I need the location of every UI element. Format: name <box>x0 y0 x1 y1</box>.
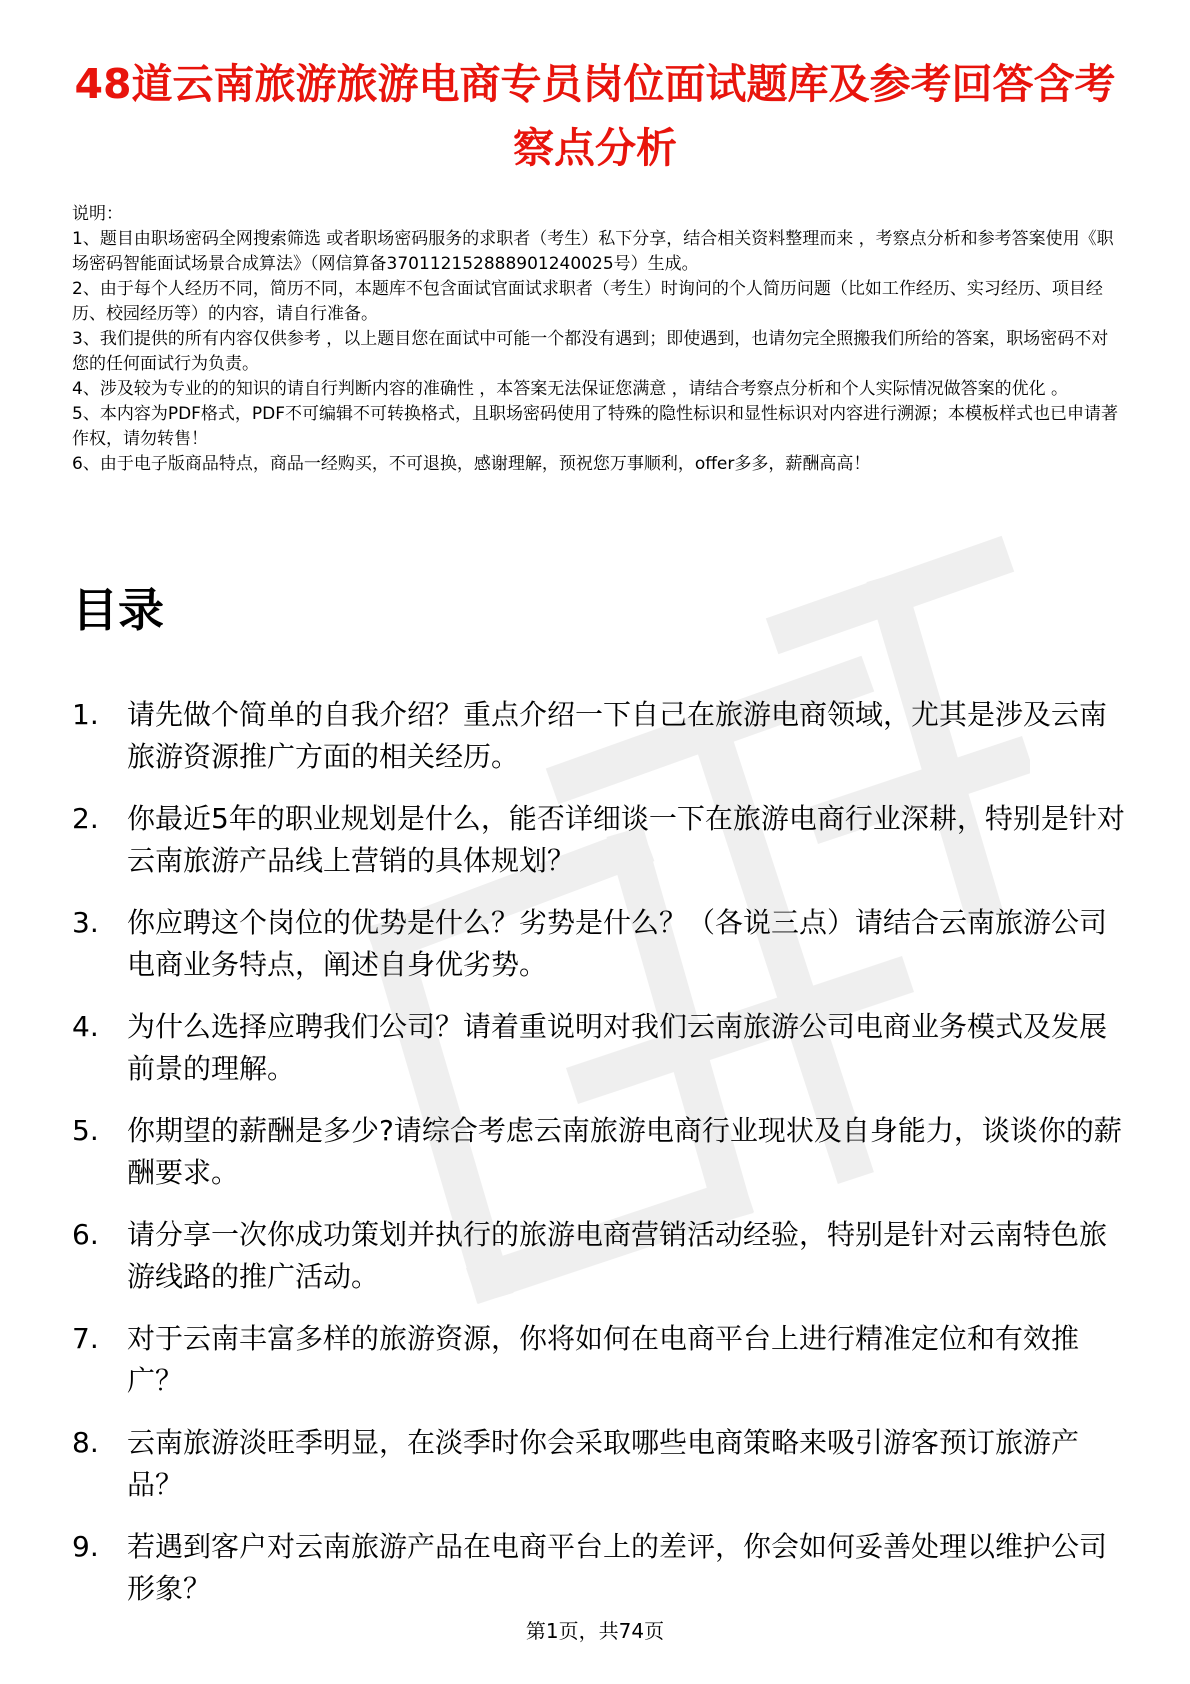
toc-item-text: 云南旅游淡旺季明显，在淡季时你会采取哪些电商策略来吸引游客预订旅游产品？ <box>127 1426 1080 1501</box>
toc-item-number: 6. <box>72 1218 99 1251</box>
note-item: 3、我们提供的所有内容仅供参考 ，以上题目您在面试中可能一个都没有遇到；即使遇到，也请勿完全照搬我们所给的答案，职场密码不对您的任何面试行为负责。 <box>72 329 1109 374</box>
toc-item[interactable] <box>72 902 1132 986</box>
toc-item-text: 为什么选择应聘我们公司？请着重说明对我们云南旅游公司电商业务模式及发展前景的理解。 <box>127 1010 1108 1085</box>
toc-item-text: 你应聘这个岗位的优势是什么？劣势是什么？（各说三点）请结合云南旅游公司电商业务特点，阐述自身优劣势。 <box>127 906 1108 981</box>
toc-item[interactable] <box>72 1006 1132 1090</box>
toc-item-number: 9. <box>72 1530 99 1563</box>
note-item: 1、题目由职场密码全网搜索筛选 或者职场密码服务的求职者（考生）私下分享，结合相关资料整理而来 ，考察点分析和参考答案使用《职场密码智能面试场景合成算法》（网信算备370112152888901240025号）生成。 <box>72 229 1114 274</box>
page-footer: 第1页，共74页 <box>525 1619 665 1643</box>
toc-item[interactable] <box>72 1526 1132 1610</box>
note-item: 6、由于电子版商品特点，商品一经购买，不可退换，感谢理解，预祝您万事顺利，offer多多，薪酬高高！ <box>72 454 871 474</box>
toc-item[interactable] <box>72 1318 1132 1402</box>
toc-item[interactable] <box>72 798 1132 882</box>
toc-item-number: 8. <box>72 1426 99 1459</box>
note-item: 5、本内容为PDF格式，PDF不可编辑不可转换格式，且职场密码使用了特殊的隐性标识和显性标识对内容进行溯源；本模板样式也已申请著作权，请勿转售！ <box>72 404 1119 449</box>
toc-item-number: 5. <box>72 1114 99 1147</box>
toc-item-number: 4. <box>72 1010 99 1043</box>
toc-item-text: 你期望的薪酬是多少?请综合考虑云南旅游电商行业现状及自身能力，谈谈你的薪酬要求。 <box>127 1114 1122 1189</box>
toc-list <box>72 694 1132 1630</box>
note-item: 4、涉及较为专业的的知识的请自行判断内容的准确性 ，本答案无法保证您满意 ，请结合考察点分析和个人实际情况做答案的优化 。 <box>72 379 1069 399</box>
notes-heading: 说明： <box>72 204 123 224</box>
toc-item-number: 2. <box>72 802 99 835</box>
toc-item-text: 请先做个简单的自我介绍？重点介绍一下自己在旅游电商领域，尤其是涉及云南旅游资源推广方面的相关经历。 <box>127 698 1108 773</box>
toc-item-number: 3. <box>72 906 99 939</box>
toc-item[interactable] <box>72 1214 1132 1298</box>
document-title: 48道云南旅游旅游电商专员岗位面试题库及参考回答含考察点分析 <box>74 60 1116 172</box>
note-item: 2、由于每个人经历不同，简历不同，本题库不包含面试官面试求职者（考生）时询问的个人简历问题（比如工作经历、实习经历、项目经历、校园经历等）的内容，请自行准备。 <box>72 279 1103 324</box>
toc-item-text: 请分享一次你成功策划并执行的旅游电商营销活动经验，特别是针对云南特色旅游线路的推广活动。 <box>127 1218 1108 1293</box>
toc-heading: 目录 <box>72 583 164 637</box>
toc-item[interactable] <box>72 1422 1132 1506</box>
toc-item-number: 1. <box>72 698 99 731</box>
toc-item-text: 你最近5年的职业规划是什么，能否详细谈一下在旅游电商行业深耕，特别是针对云南旅游产品线上营销的具体规划？ <box>127 802 1125 877</box>
toc-item[interactable] <box>72 694 1132 778</box>
toc-item-text: 若遇到客户对云南旅游产品在电商平台上的差评，你会如何妥善处理以维护公司形象？ <box>127 1530 1108 1605</box>
toc-item[interactable] <box>72 1110 1132 1194</box>
notes-section <box>72 202 1122 477</box>
toc-item-text: 对于云南丰富多样的旅游资源，你将如何在电商平台上进行精准定位和有效推广？ <box>127 1322 1080 1397</box>
toc-item-number: 7. <box>72 1322 99 1355</box>
